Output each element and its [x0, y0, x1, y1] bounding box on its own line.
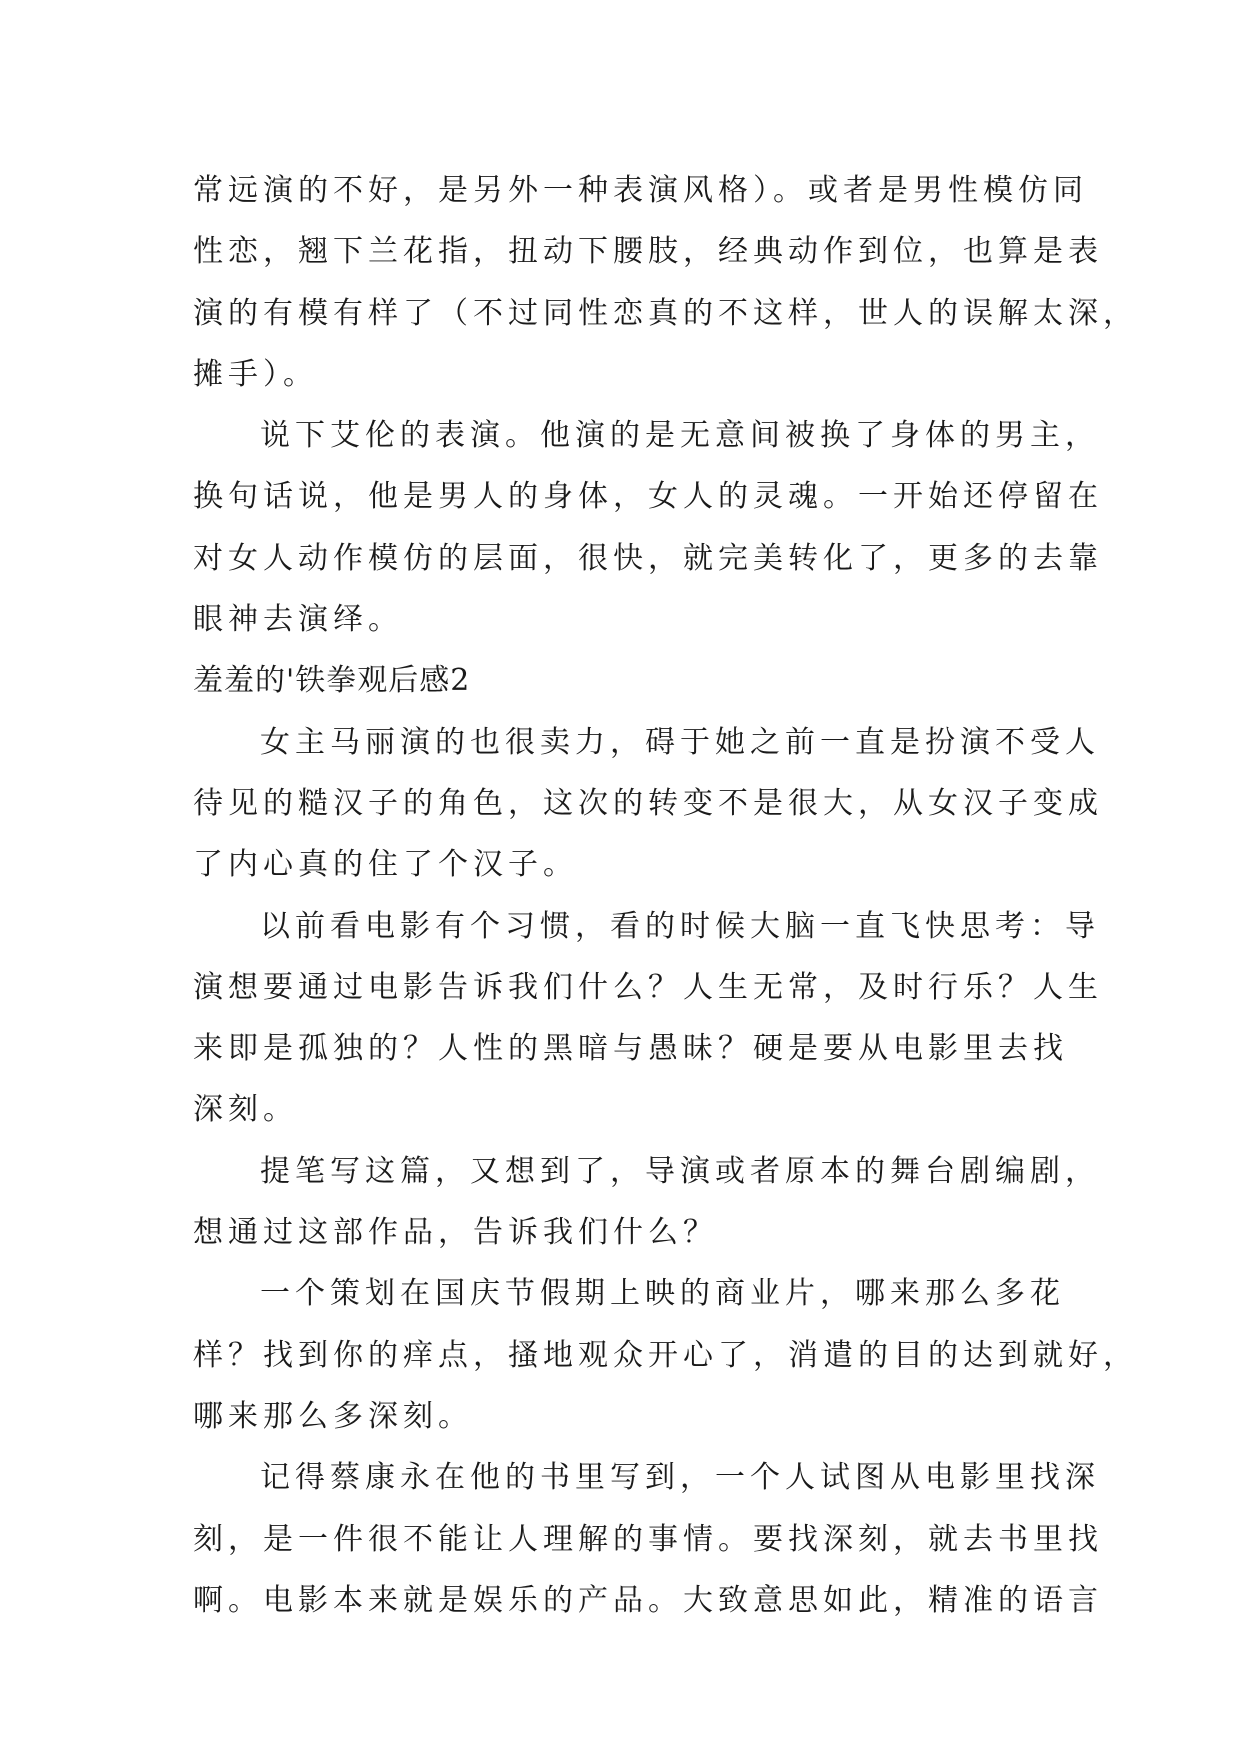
- document-body: [193, 160, 1138, 1631]
- text-line: 换句话说，他是男人的身体，女人的灵魂。一开始还停留在: [193, 479, 1103, 515]
- text-line: 常远演的不好，是另外一种表演风格）。或者是男性模仿同: [193, 173, 1088, 208]
- text-line: 啊。电影本来就是娱乐的产品。大致意思如此，精准的语言: [193, 1582, 1103, 1618]
- text-line: 一个策划在国庆节假期上映的商业片，哪来那么多花: [260, 1276, 1065, 1312]
- text-line: 演的有模有样了（不过同性恋真的不这样，世人的误解太深，: [193, 295, 1138, 331]
- text-line: 摊手）。: [193, 356, 318, 392]
- text-line: 眼神去演绎。: [193, 602, 403, 638]
- text-line: 哪来那么多深刻。: [193, 1398, 473, 1434]
- text-line: 样？找到你的痒点，搔地观众开心了，消遣的目的达到就好，: [193, 1337, 1138, 1373]
- text-line: 记得蔡康永在他的书里写到，一个人试图从电影里找深: [260, 1460, 1100, 1496]
- text-line: 来即是孤独的？人性的黑暗与愚昧？硬是要从电影里去找: [193, 1031, 1068, 1067]
- text-line: 待见的糙汉子的角色，这次的转变不是很大，从女汉子变成: [193, 785, 1103, 821]
- text-line: 说下艾伦的表演。他演的是无意间被换了身体的男主，: [260, 418, 1100, 454]
- text-line: 提笔写这篇，又想到了，导演或者原本的舞台剧编剧，: [260, 1153, 1100, 1189]
- text-line: 深刻。: [193, 1092, 298, 1128]
- text-line: 女主马丽演的也很卖力，碍于她之前一直是扮演不受人: [260, 724, 1100, 760]
- text-line: 性恋，翘下兰花指，扭动下腰肢，经典动作到位，也算是表: [193, 234, 1103, 270]
- text-line: 刻，是一件很不能让人理解的事情。要找深刻，就去书里找: [193, 1521, 1103, 1557]
- text-line: 对女人动作模仿的层面，很快，就完美转化了，更多的去靠: [193, 540, 1103, 576]
- text-line: 了内心真的住了个汉子。: [193, 847, 578, 883]
- text-line: 以前看电影有个习惯，看的时候大脑一直飞快思考：导: [260, 908, 1100, 944]
- text-line: 演想要通过电影告诉我们什么？人生无常，及时行乐？人生: [193, 969, 1103, 1005]
- text-line: 想通过这部作品，告诉我们什么？: [193, 1215, 718, 1251]
- section-heading: 羞羞的'铁拳观后感2: [193, 663, 471, 699]
